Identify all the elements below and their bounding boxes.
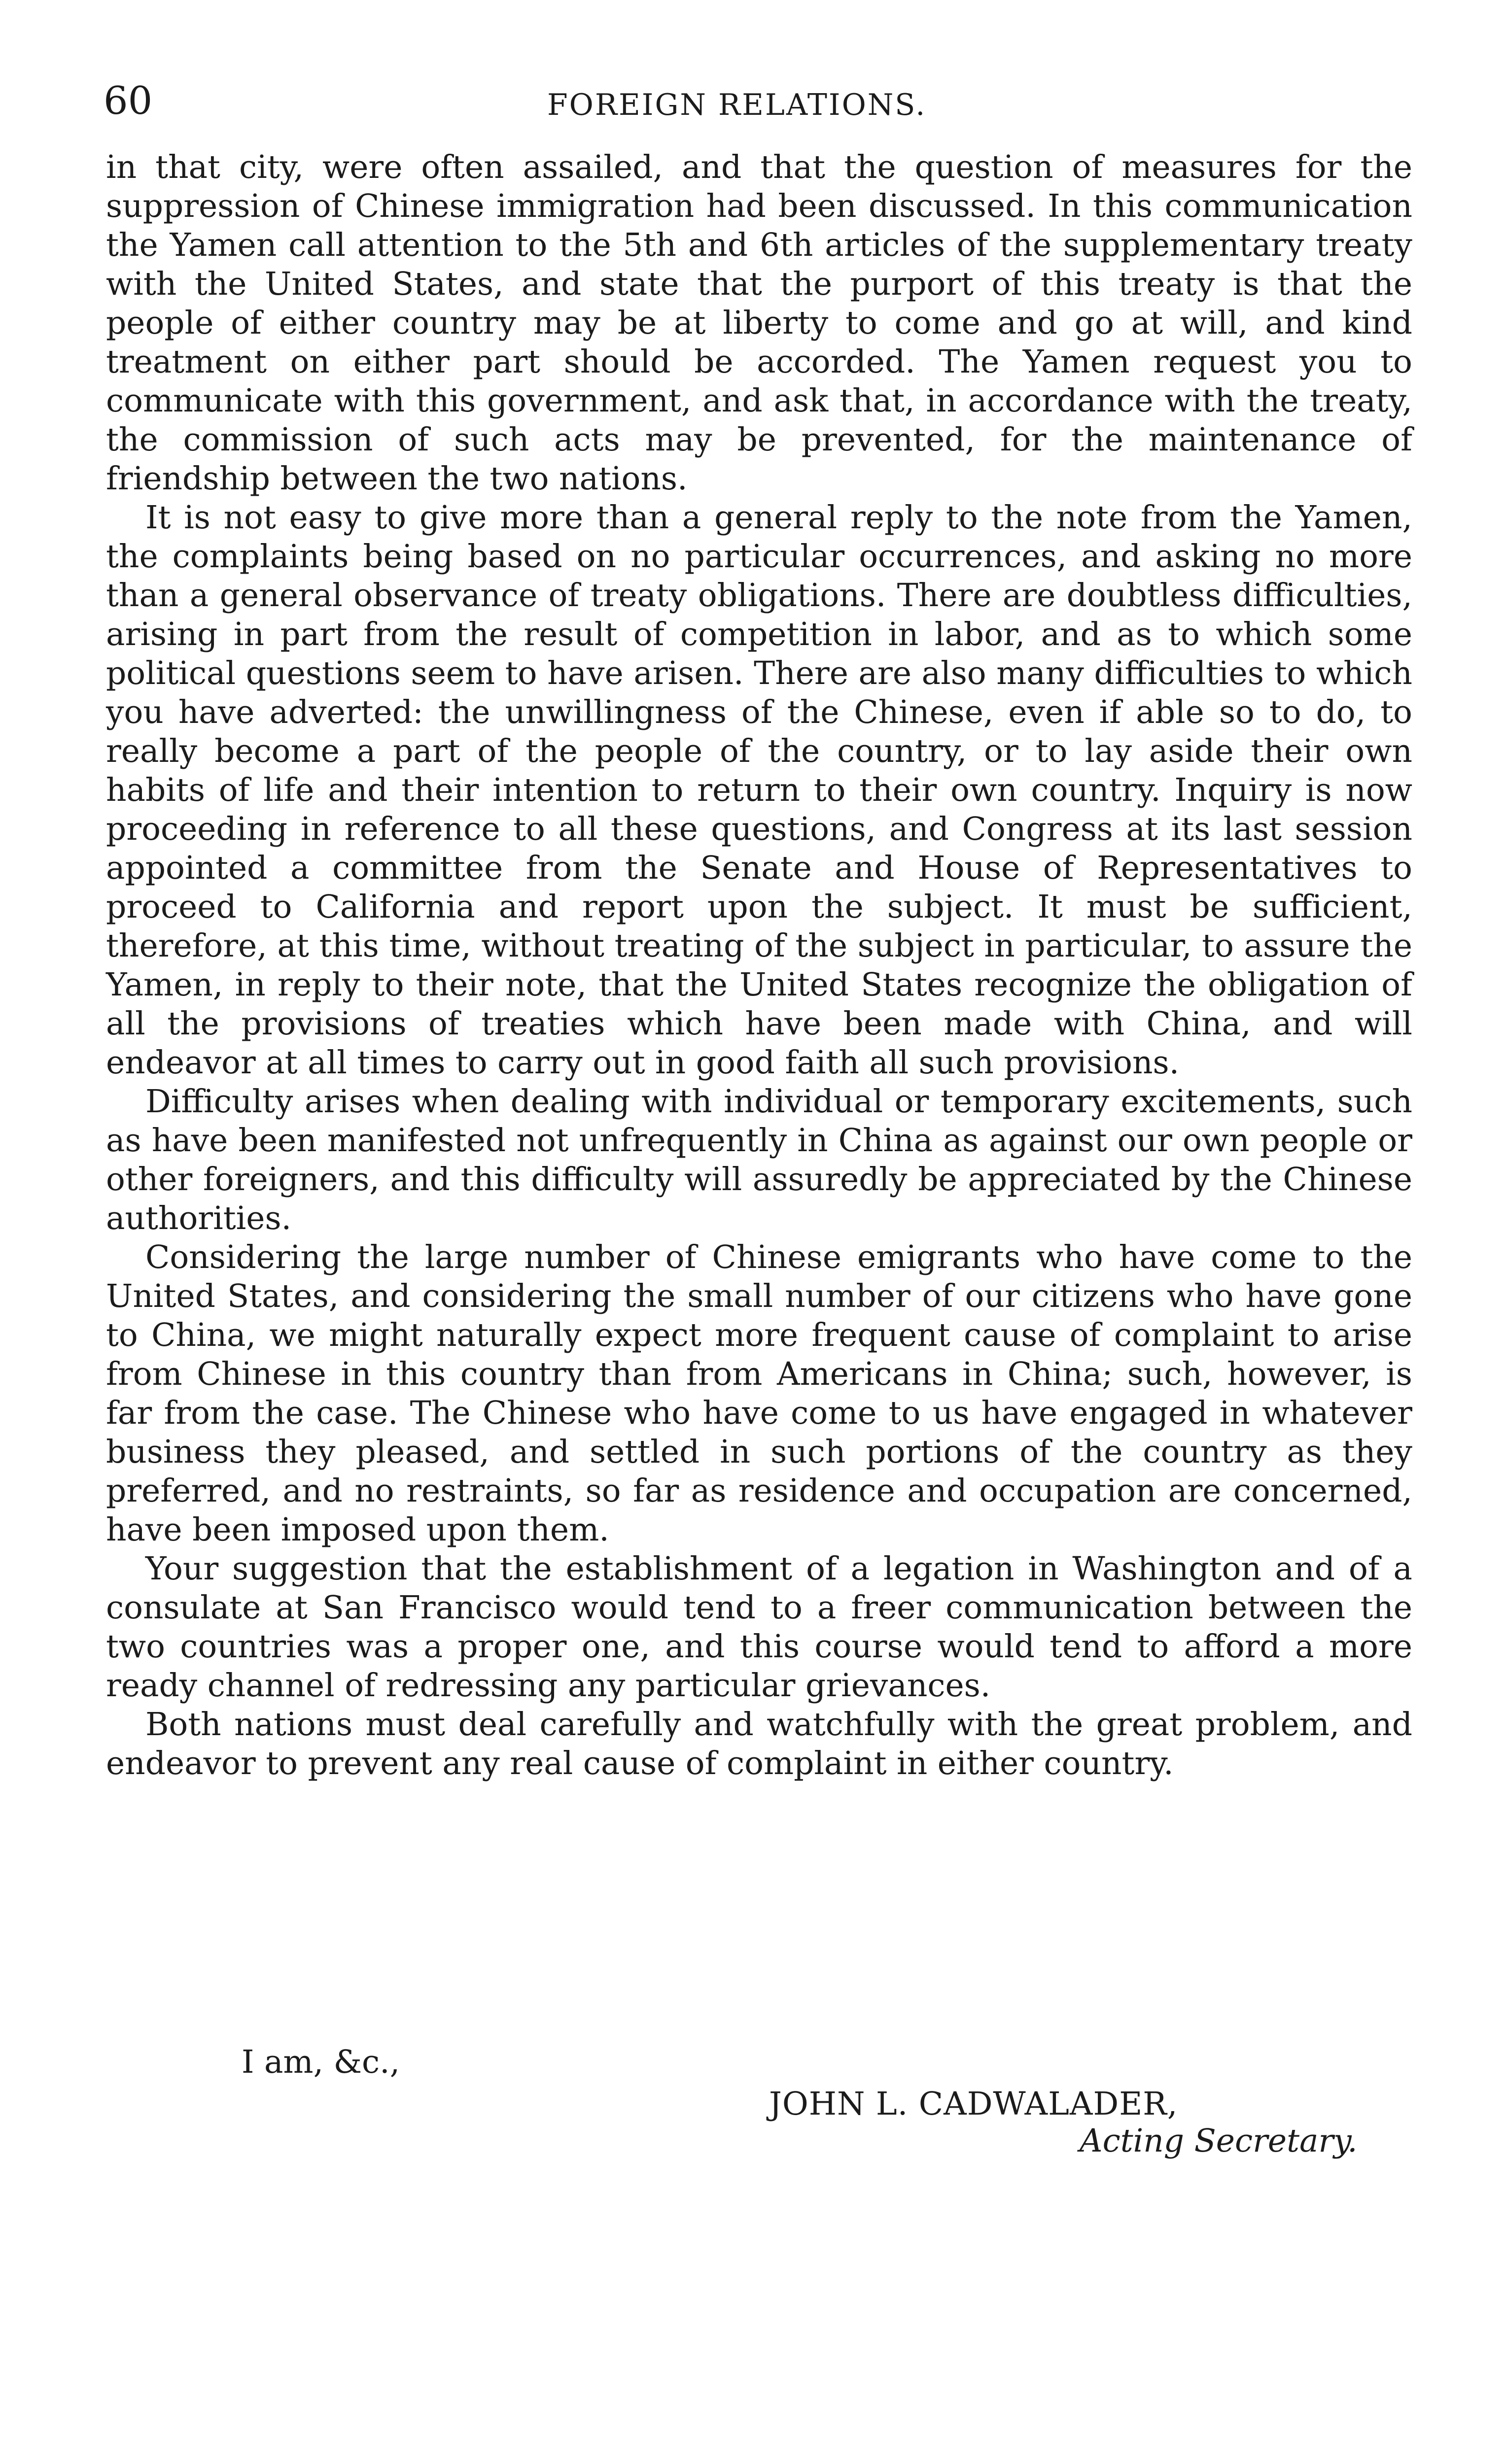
paragraph: Your suggestion that the establishment of a legation in Washington and of a consulate at San Francisco would tend to a freer communication between the two countries was a proper one, and this course would tend to afford a more ready channel of redressing any particular grievances. (106, 1550, 1412, 1704)
page-header (104, 69, 1435, 123)
paragraph-continued: in that city, were often assailed, and that the question of measures for the suppression of Chinese immigration had been discussed. In this communication the Yamen call attention to the 5th and 6th articles of the supplementary treaty with the United States, and state that the purport of this treaty is that the people of either country may be at liberty to come and go at will, and kind treatment on either part should be accorded. The Yamen request you to communicate with this government, and ask that, in accordance with the treaty, the commission of such acts may be prevented, for the maintenance of friendship between the two nations. (106, 149, 1412, 497)
closing-salutation: I am, &c., (242, 2044, 400, 2081)
paragraph: Difficulty arises when dealing with individual or temporary excitements, such as have been manifested not unfrequently in China as against our own people or other foreigners, and this difficulty will assuredly be appreciated by the Chinese authorities. (106, 1083, 1412, 1237)
page-number: 60 (104, 79, 153, 123)
paragraph: It is not easy to give more than a general reply to the note from the Yamen, the complaints being based on no particular occurrences, and asking no more than a general observance of treaty obligations. There are doubtless difficulties, arising in part from the result of competition in labor, and as to which some political questions seem to have arisen. There are also many difficulties to which you have adverted: the unwillingness of the Chinese, even if able so to do, to really become a part of the people of the country, or to lay aside their own habits of life and their intention to return to their own country. Inquiry is now proceeding in reference to all these questions, and Congress at its last session appointed a committee from the Senate and House of Representatives to proceed to California and report upon the subject. It must be sufficient, therefore, at this time, without treating of the subject in particular, to assure the Yamen, in reply to their note, that the United States recognize the obligation of all the provisions of treaties which have been made with China, and will endeavor at all times to carry out in good faith all such provisions. (106, 499, 1412, 1081)
paragraph: Both nations must deal carefully and watchfully with the great problem, and endeavor to prevent any real cause of complaint in either country. (106, 1706, 1412, 1782)
running-head: FOREIGN RELATIONS. (547, 88, 927, 122)
signer-title: Acting Secretary. (1080, 2122, 1358, 2159)
signer-name: JOHN L. CADWALADER, (769, 2086, 1178, 2122)
letter-body (106, 148, 1412, 1783)
paragraph: Considering the large number of Chinese emigrants who have come to the United States, and considering the small number of our citizens who have gone to China, we might naturally expect more frequent cause of complaint to arise from Chinese in this country than from Americans in China; such, however, is far from the case. The Chinese who have come to us have engaged in whatever business they pleased, and settled in such portions of the country as they preferred, and no restraints, so far as residence and occupation are concerned, have been imposed upon them. (106, 1239, 1412, 1548)
